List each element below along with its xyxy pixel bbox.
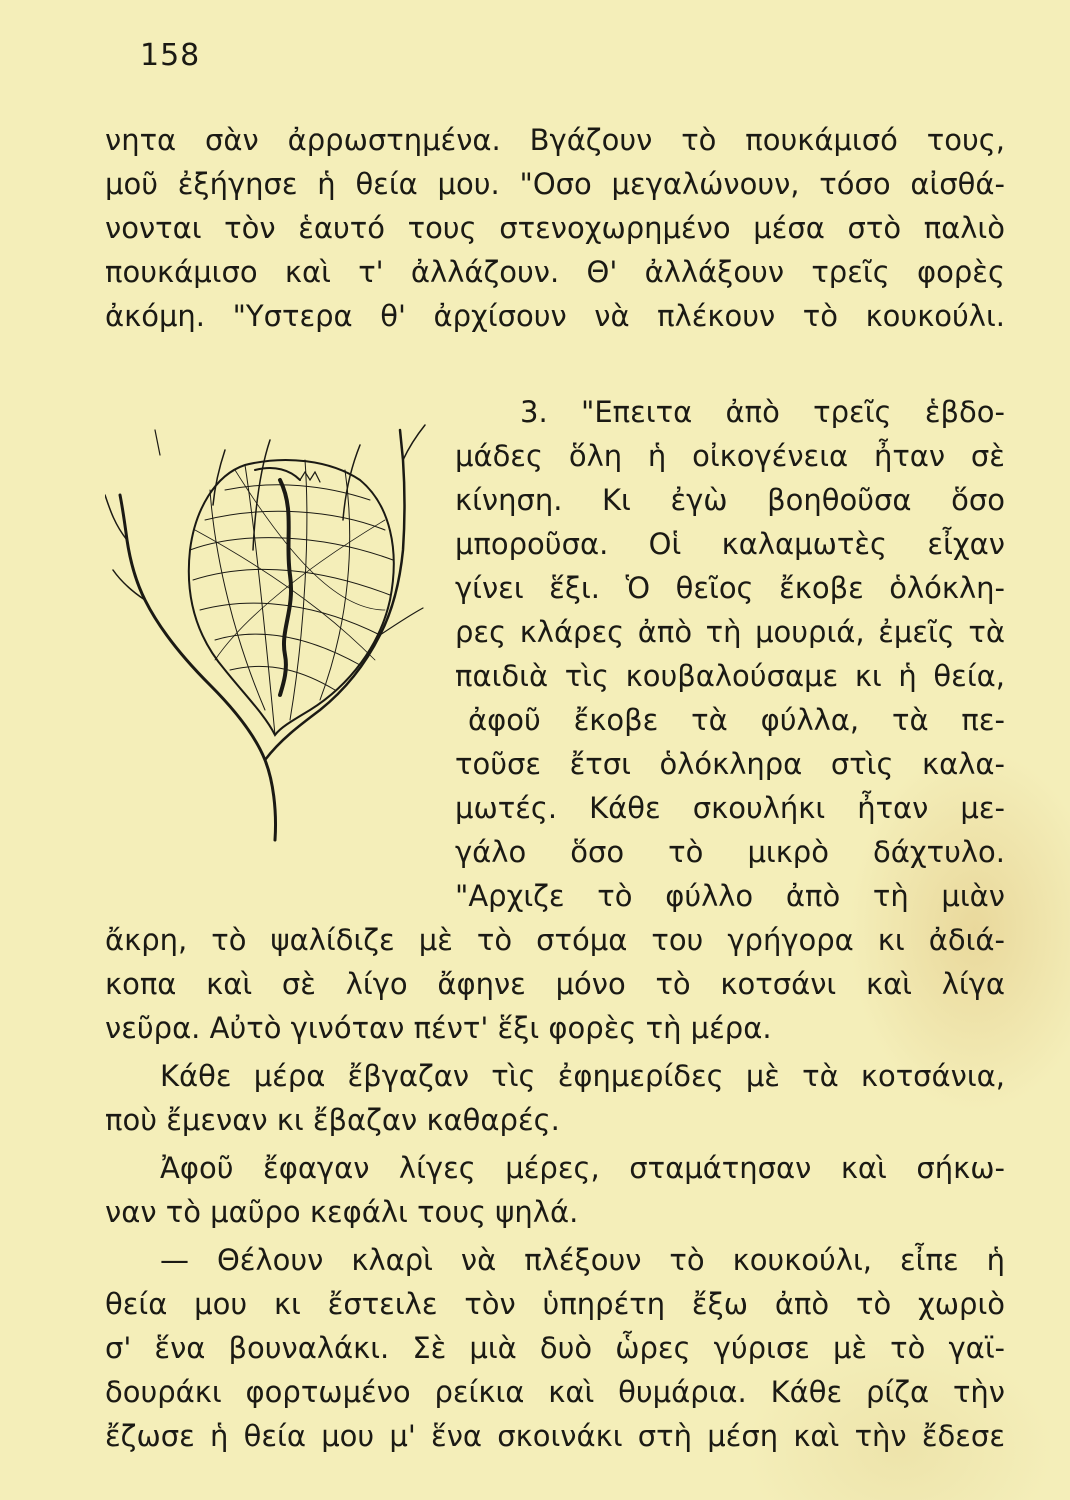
text-line: θεία μου κι ἔστειλε τὸν ὑπηρέτη ἔξω ἀπὸ τὸ χωριὸ	[105, 1287, 1005, 1321]
text-line: σ' ἕνα βουναλάκι. Σὲ μιὰ δυὸ ὧρες γύρισε μὲ τὸ γαϊ-	[105, 1331, 1005, 1365]
text-line: — Θέλουν κλαρὶ νὰ πλέξουν τὸ κουκούλι, εἶπε ἡ	[160, 1243, 1005, 1277]
text-line: πουκάμισο καὶ τ' ἀλλάζουν. Θ' ἀλλάξουν τρεῖς φορὲς	[105, 255, 1005, 289]
text-line: μωτές. Κάθε σκουλήκι ἦταν με-	[455, 791, 1005, 825]
text-line: μποροῦσα. Οἱ καλαμωτὲς εἶχαν	[455, 527, 1005, 561]
text-line: τοῦσε ἔτσι ὁλόκληρα στὶς καλα-	[455, 747, 1005, 781]
text-line: παιδιὰ τὶς κουβαλούσαμε κι ἡ θεία,	[455, 659, 1005, 693]
text-line: ἔζωσε ἡ θεία μου μ' ἕνα σκοινάκι στὴ μέση καὶ τὴν ἔδεσε	[105, 1419, 1005, 1453]
text-line: "Αρχιζε τὸ φύλλο ἀπὸ τὴ μιὰν	[455, 879, 1005, 913]
text-line: νητα σὰν ἀρρωστημένα. Βγάζουν τὸ πουκάμισό τους,	[105, 123, 1005, 157]
text-line: Κάθε μέρα ἔβγαζαν τὶς ἐφημερίδες μὲ τὰ κοτσάνια,	[160, 1059, 1005, 1093]
text-line: κοπα καὶ σὲ λίγο ἄφηνε μόνο τὸ κοτσάνι καὶ λίγα	[105, 967, 1005, 1001]
text-line: κίνηση. Κι ἐγὼ βοηθοῦσα ὅσο	[455, 483, 1005, 517]
text-line: ἀφοῦ ἔκοβε τὰ φύλλα, τὰ πε-	[468, 703, 1005, 737]
text-line: γίνει ἕξι. Ὁ θεῖος ἔκοβε ὁλόκλη-	[455, 571, 1005, 605]
section-3-heading-line: 3. "Επειτα ἀπὸ τρεῖς ἑβδο-	[520, 395, 1005, 429]
text-line: ἄκρη, τὸ ψαλίδιζε μὲ τὸ στόμα του γρήγορα κι ἀδιά-	[105, 923, 1005, 957]
text-line: ρες κλάρες ἀπὸ τὴ μουριά, ἐμεῖς τὰ	[455, 615, 1005, 649]
text-line: μοῦ ἐξήγησε ἡ θεία μου. "Οσο μεγαλώνουν, τόσο αἰσθά-	[105, 167, 1005, 201]
text-line: νονται τὸν ἑαυτό τους στενοχωρημένο μέσα στὸ παλιὸ	[105, 211, 1005, 245]
text-line: μάδες ὅλη ἡ οἰκογένεια ἦταν σὲ	[455, 439, 1005, 473]
text-line: νεῦρα. Αὐτὸ γινόταν πέντ' ἕξι φορὲς τὴ μέρα.	[105, 1011, 772, 1045]
text-line: γάλο ὅσο τὸ μικρὸ δάχτυλο.	[455, 835, 1005, 869]
text-line: ποὺ ἔμεναν κι ἔβαζαν καθαρές.	[105, 1103, 560, 1137]
text-line: δουράκι φορτωμένο ρείκια καὶ θυμάρια. Κάθε ρίζα τὴν	[105, 1375, 1005, 1409]
page-number: 158	[140, 38, 201, 73]
text-line: ναν τὸ μαῦρο κεφάλι τους ψηλά.	[105, 1195, 579, 1229]
cocoon-illustration	[105, 410, 435, 850]
text-line: ἀκόμη. "Υστερα θ' ἀρχίσουν νὰ πλέκουν τὸ κουκούλι.	[105, 299, 1005, 333]
text-line: Ἀφοῦ ἔφαγαν λίγες μέρες, σταμάτησαν καὶ σήκω-	[160, 1151, 1005, 1185]
